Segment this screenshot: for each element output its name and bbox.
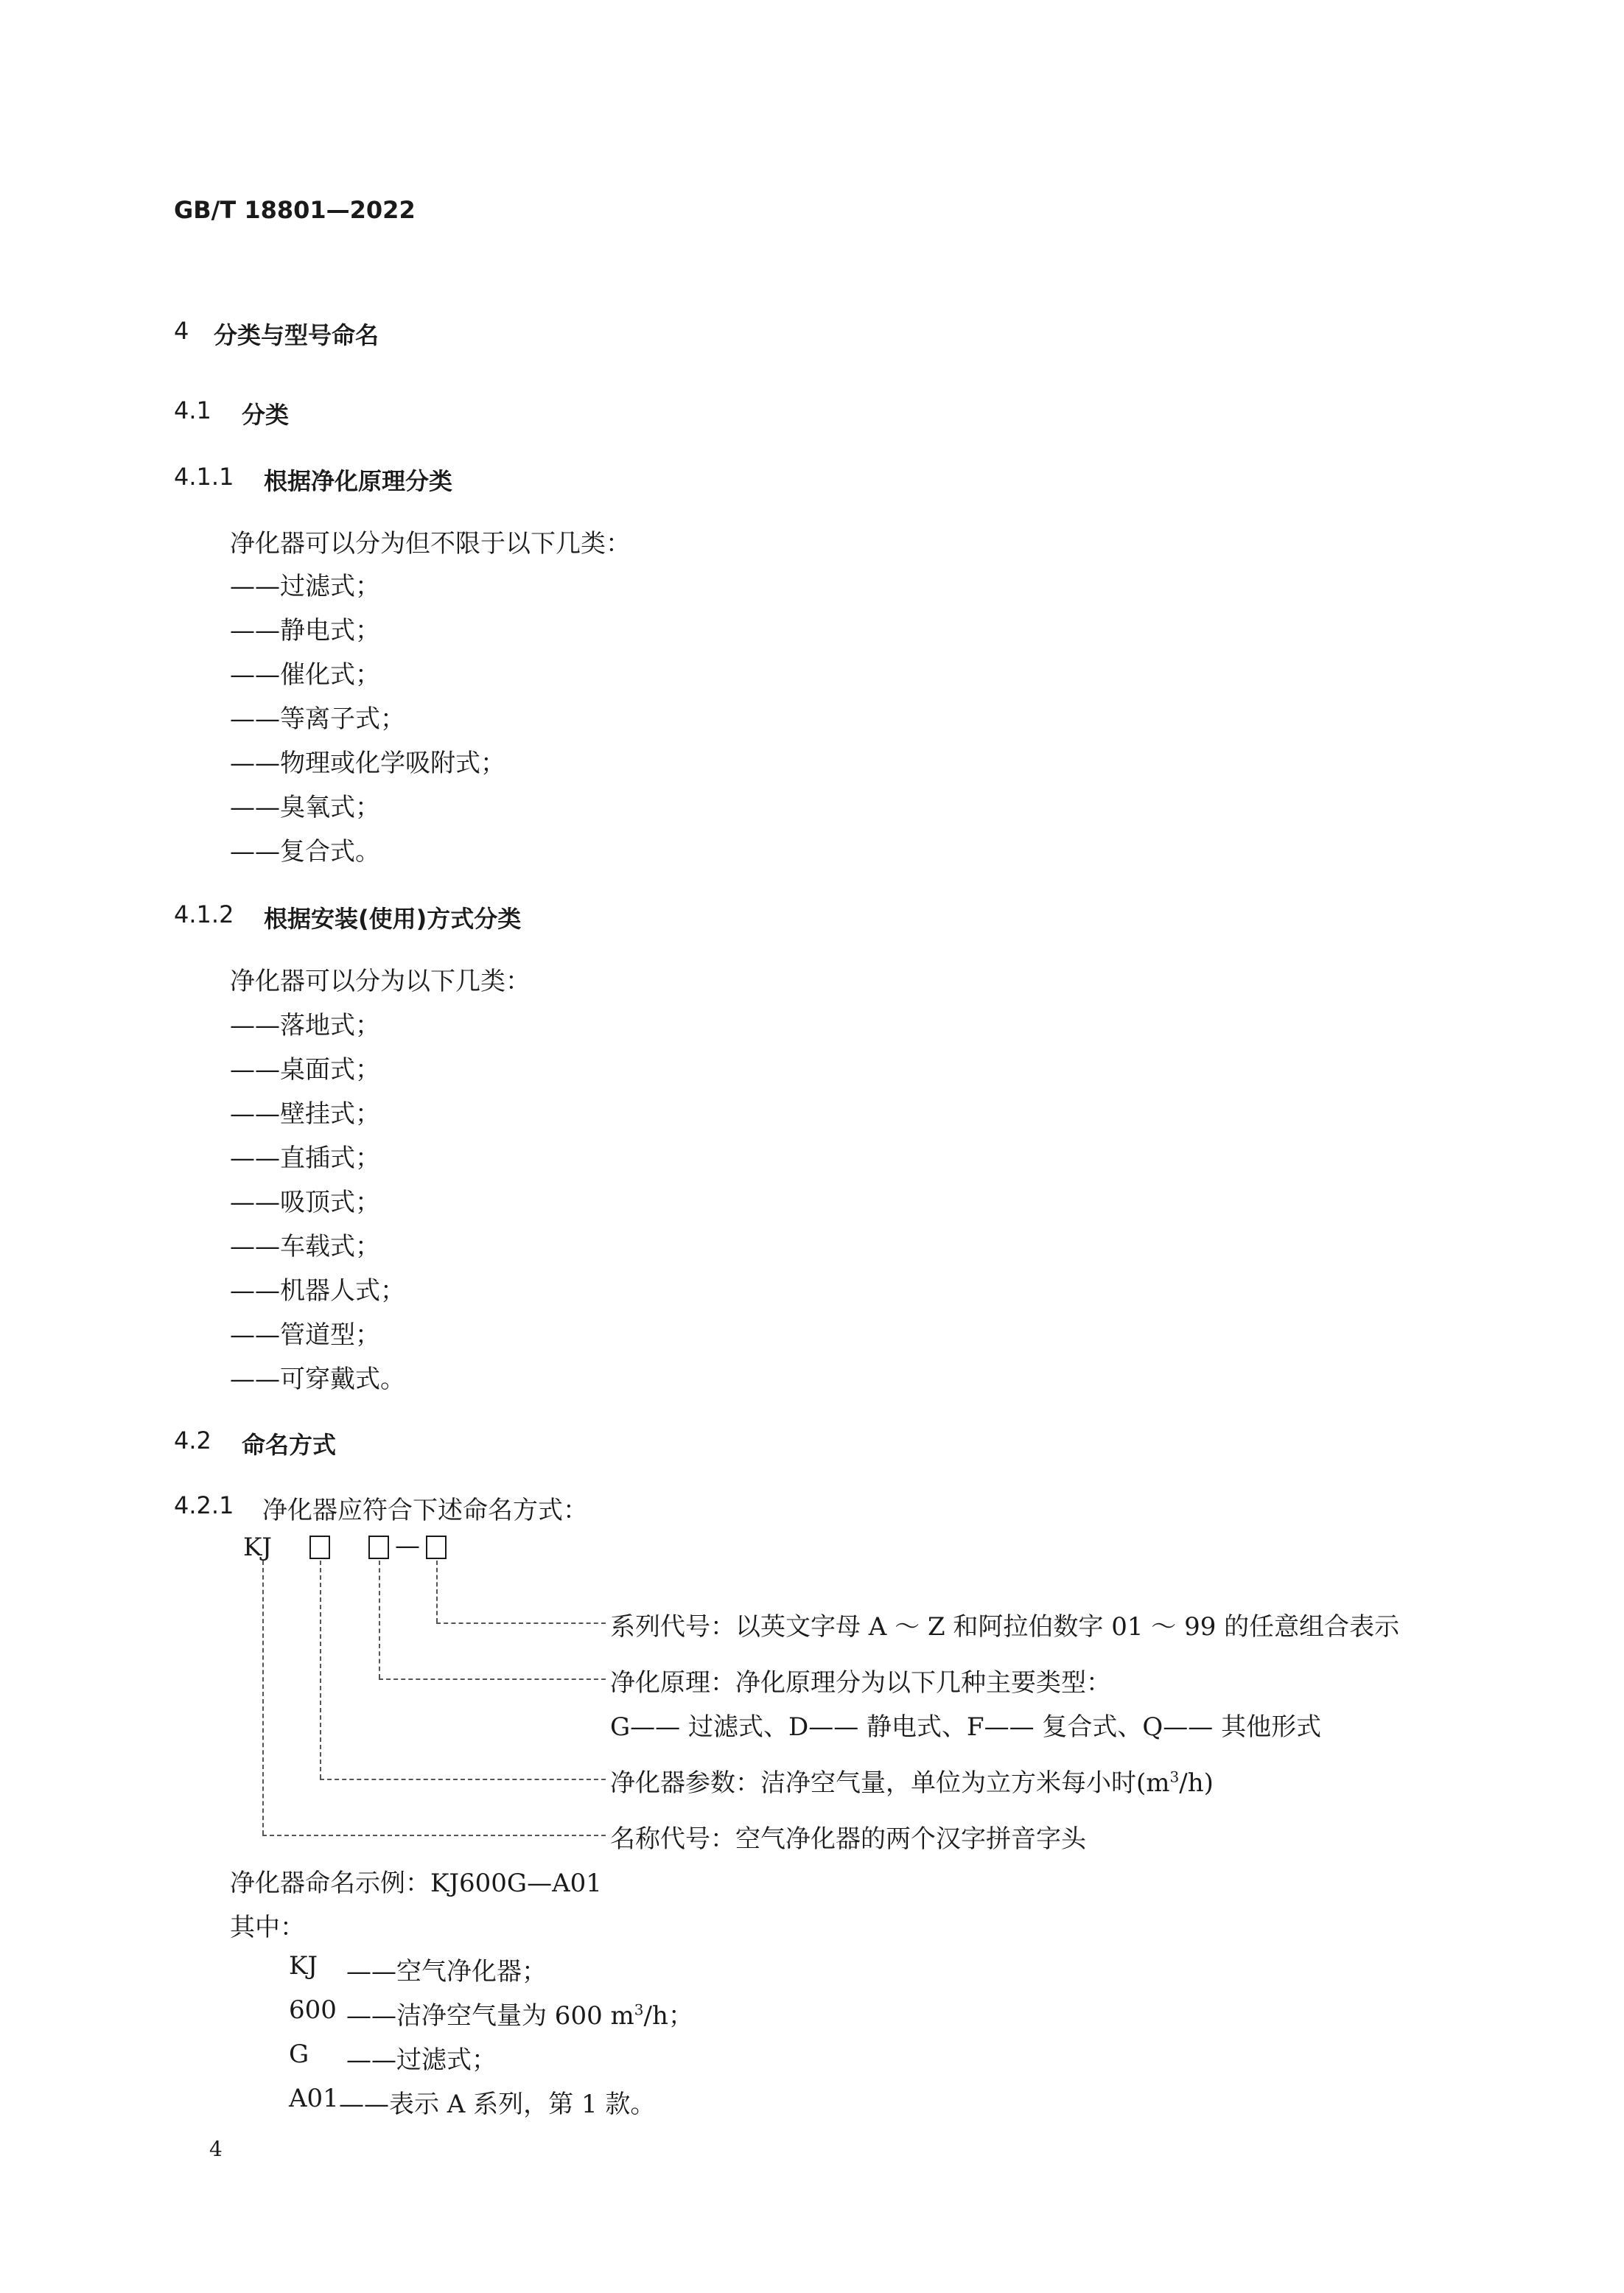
section-4-1-1-title: 根据净化原理分类 bbox=[264, 467, 453, 495]
legend-text: ——过滤式； bbox=[346, 2045, 497, 2075]
list-item: ——管道型； bbox=[230, 1320, 380, 1350]
param-label-unit: /h) bbox=[1179, 1768, 1214, 1798]
leader-hline-series bbox=[436, 1622, 606, 1624]
legend-code: A01 bbox=[289, 2084, 339, 2113]
diagram-dash: — bbox=[395, 1531, 420, 1561]
section-4-2-number: 4.2 bbox=[174, 1426, 211, 1454]
legend-code: KJ bbox=[289, 1951, 318, 1981]
section-4-title: 分类与型号命名 bbox=[214, 321, 379, 349]
where-label: 其中： bbox=[230, 1913, 305, 1942]
section-4-1-2-title: 根据安装(使用)方式分类 bbox=[264, 905, 522, 933]
param-label bbox=[610, 1762, 1214, 1799]
section-4-1-2-intro: 净化器可以分为以下几类： bbox=[230, 967, 531, 996]
principle-types: G—— 过滤式、D—— 静电式、F—— 复合式、Q—— 其他形式 bbox=[610, 1712, 1322, 1742]
legend-code: G bbox=[289, 2040, 309, 2069]
list-item: ——物理或化学吸附式； bbox=[230, 749, 505, 778]
section-4-1-2-number: 4.1.2 bbox=[174, 900, 234, 928]
leader-hline-param bbox=[320, 1779, 606, 1780]
list-item: ——等离子式； bbox=[230, 704, 405, 734]
section-4-2-title: 命名方式 bbox=[242, 1431, 337, 1459]
legend-text-part: ——洁净空气量为 600 m bbox=[346, 2001, 634, 2031]
param-placeholder-box bbox=[309, 1536, 330, 1559]
list-item: ——落地式； bbox=[230, 1011, 380, 1040]
principle-placeholder-box bbox=[368, 1536, 389, 1559]
leader-line-principle bbox=[379, 1561, 380, 1678]
legend-text: ——表示 A 系列，第 1 款。 bbox=[339, 2090, 656, 2119]
list-item: ——机器人式； bbox=[230, 1276, 405, 1306]
leader-line-param bbox=[320, 1561, 321, 1779]
section-4-number: 4 bbox=[174, 317, 189, 345]
list-item: ——车载式； bbox=[230, 1232, 380, 1261]
legend-text: ——空气净化器； bbox=[346, 1957, 547, 1986]
legend-text bbox=[346, 1995, 693, 2031]
section-4-2-1-number: 4.2.1 bbox=[174, 1491, 234, 1519]
leader-line-name bbox=[262, 1561, 264, 1835]
list-item: ——过滤式； bbox=[230, 572, 380, 601]
list-item: ——可穿戴式。 bbox=[230, 1365, 405, 1394]
legend-superscript: 3 bbox=[634, 2000, 644, 2019]
principle-label: 净化原理：净化原理分为以下几种主要类型： bbox=[610, 1668, 1111, 1698]
section-4-1-1-number: 4.1.1 bbox=[174, 463, 234, 491]
list-item: ——催化式； bbox=[230, 660, 380, 690]
page-number: 4 bbox=[209, 2137, 223, 2161]
standard-code: GB/T 18801—2022 bbox=[174, 196, 416, 224]
list-item: ——壁挂式； bbox=[230, 1099, 380, 1129]
diagram-prefix-kj: KJ bbox=[243, 1533, 273, 1562]
param-superscript: 3 bbox=[1169, 1768, 1180, 1786]
section-4-1-title: 分类 bbox=[242, 401, 290, 429]
param-label-text: 净化器参数：洁净空气量，单位为立方米每小时(m bbox=[610, 1768, 1170, 1798]
legend-code: 600 bbox=[289, 1995, 337, 2025]
section-4-1-1-intro: 净化器可以分为但不限于以下几类： bbox=[230, 529, 631, 559]
list-item: ——直插式； bbox=[230, 1144, 380, 1173]
section-4-2-1-text: 净化器应符合下述命名方式： bbox=[262, 1496, 588, 1525]
leader-line-series bbox=[436, 1561, 438, 1622]
series-code-label: 系列代号：以英文字母 A ～ Z 和阿拉伯数字 01 ～ 99 的任意组合表示 bbox=[610, 1612, 1400, 1642]
list-item: ——静电式； bbox=[230, 616, 380, 645]
legend-text-unit: /h； bbox=[643, 2001, 693, 2031]
naming-example: 净化器命名示例：KJ600G—A01 bbox=[230, 1869, 602, 1898]
name-code-label: 名称代号：空气净化器的两个汉字拼音字头 bbox=[610, 1824, 1086, 1854]
list-item: ——桌面式； bbox=[230, 1055, 380, 1085]
leader-hline-principle bbox=[379, 1678, 606, 1680]
list-item: ——复合式。 bbox=[230, 837, 380, 867]
section-4-1-number: 4.1 bbox=[174, 396, 211, 424]
series-placeholder-box bbox=[426, 1536, 447, 1559]
leader-hline-name bbox=[262, 1835, 606, 1836]
list-item: ——吸顶式； bbox=[230, 1188, 380, 1217]
list-item: ——臭氧式； bbox=[230, 793, 380, 822]
